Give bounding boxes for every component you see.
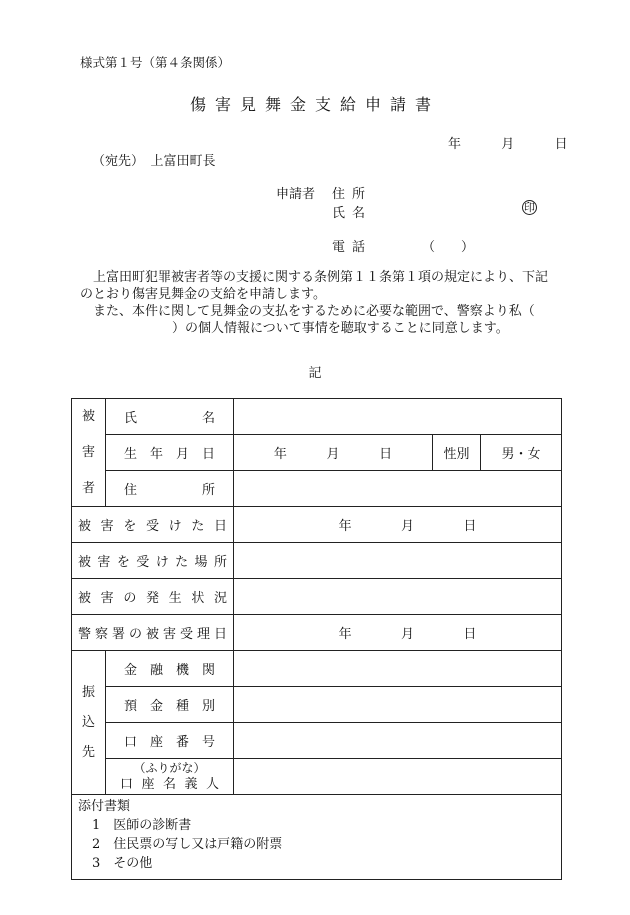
damage-date-field[interactable] [234, 507, 562, 543]
attachment-text: その他 [113, 856, 153, 871]
damage-situation-field[interactable] [234, 579, 562, 615]
victim-char-1: 被 [81, 408, 95, 424]
account-number-label: 口座番号 [106, 723, 234, 759]
victim-char-2: 害 [81, 444, 95, 460]
attachments-cell [72, 795, 562, 880]
attachment-item-3 [78, 854, 555, 873]
date-month-label: 月 [501, 137, 515, 152]
bank-field[interactable] [234, 651, 562, 687]
addressee: （宛先） 上富田町長 [92, 154, 216, 169]
attachment-text: 医師の診断書 [113, 818, 192, 833]
application-form-table [71, 398, 562, 880]
application-date [448, 133, 568, 152]
date-day-label: 日 [554, 137, 568, 152]
birth-day-label: 日 [379, 447, 393, 462]
bank-label: 金融機関 [106, 651, 234, 687]
attachment-num: 2 [92, 837, 101, 852]
victim-address-label: 住所 [106, 471, 234, 507]
damage-date-label: 被害を受けた日 [72, 507, 234, 543]
transfer-group-label [72, 651, 106, 795]
attachment-item-2 [78, 835, 555, 854]
police-date-label: 警察署の被害受理日 [72, 615, 234, 651]
police-date-value [234, 623, 561, 642]
paragraph-1: 上富田町犯罪被害者等の支援に関する条例第１１条第１項の規定により、下記のとおり傷害見舞金の支給を申請します。 [80, 270, 549, 302]
police-day-label: 日 [463, 627, 477, 642]
page-title: 傷害見舞金支給申請書 [189, 95, 440, 114]
victim-birth-label: 生年月日 [106, 435, 234, 471]
attachment-text: 住民票の写し又は戸籍の附票 [113, 837, 283, 852]
victim-name-field[interactable] [234, 399, 562, 435]
sex-label: 性別 [433, 435, 481, 471]
transfer-char-2: 込 [81, 714, 95, 730]
paragraph-2-suffix: ）の個人情報について事情を聴取することに同意します。 [172, 321, 509, 336]
attachment-num: 3 [92, 856, 101, 871]
declaration-text [80, 269, 560, 337]
seal-mark: 印 [524, 201, 535, 214]
birth-month-label: 月 [326, 447, 340, 462]
applicant-phone-label: 電話 [332, 240, 373, 255]
damage-day-label: 日 [463, 519, 477, 534]
damage-situation-label: 被害の発生状況 [72, 579, 234, 615]
applicant-address-label: 住所 [332, 187, 373, 202]
attachments-title: 添付書類 [78, 799, 131, 814]
police-month-label: 月 [400, 627, 414, 642]
attachment-num: 1 [92, 818, 101, 833]
victim-char-3: 者 [81, 480, 95, 496]
victim-name-label: 氏名 [106, 399, 234, 435]
account-holder-label [106, 759, 234, 795]
victim-address-field[interactable] [234, 471, 562, 507]
birth-year-label: 年 [273, 447, 287, 462]
damage-year-label: 年 [338, 519, 352, 534]
transfer-char-3: 先 [81, 744, 95, 760]
form-number: 様式第１号（第４条関係） [80, 55, 231, 70]
victim-birth-field[interactable] [234, 435, 433, 471]
deposit-type-label: 預金種別 [106, 687, 234, 723]
phone-paren: （ ） [422, 240, 475, 255]
damage-place-label: 被害を受けた場所 [72, 543, 234, 579]
victim-birth-date [234, 443, 432, 462]
furigana-label: （ふりがな） [133, 760, 206, 775]
damage-place-field[interactable] [234, 543, 562, 579]
account-holder-field[interactable] [234, 759, 562, 795]
transfer-char-1: 振 [81, 684, 95, 700]
paragraph-2-prefix: また、本件に関して見舞金の支払をするために必要な範囲で、警察より私（ [93, 304, 535, 319]
applicant-name-label: 氏名 [332, 206, 373, 221]
victim-group-label [72, 399, 106, 507]
date-year-label: 年 [448, 137, 462, 152]
deposit-type-field[interactable] [234, 687, 562, 723]
account-number-field[interactable] [234, 723, 562, 759]
damage-month-label: 月 [400, 519, 414, 534]
ki-heading: 記 [308, 366, 322, 381]
sex-field[interactable]: 男・女 [481, 435, 562, 471]
damage-date-value [234, 515, 561, 534]
police-year-label: 年 [338, 627, 352, 642]
applicant-label: 申請者 [276, 187, 316, 202]
attachment-item-1 [78, 816, 555, 835]
account-holder-text: 口座名義人 [120, 776, 219, 792]
police-date-field[interactable] [234, 615, 562, 651]
